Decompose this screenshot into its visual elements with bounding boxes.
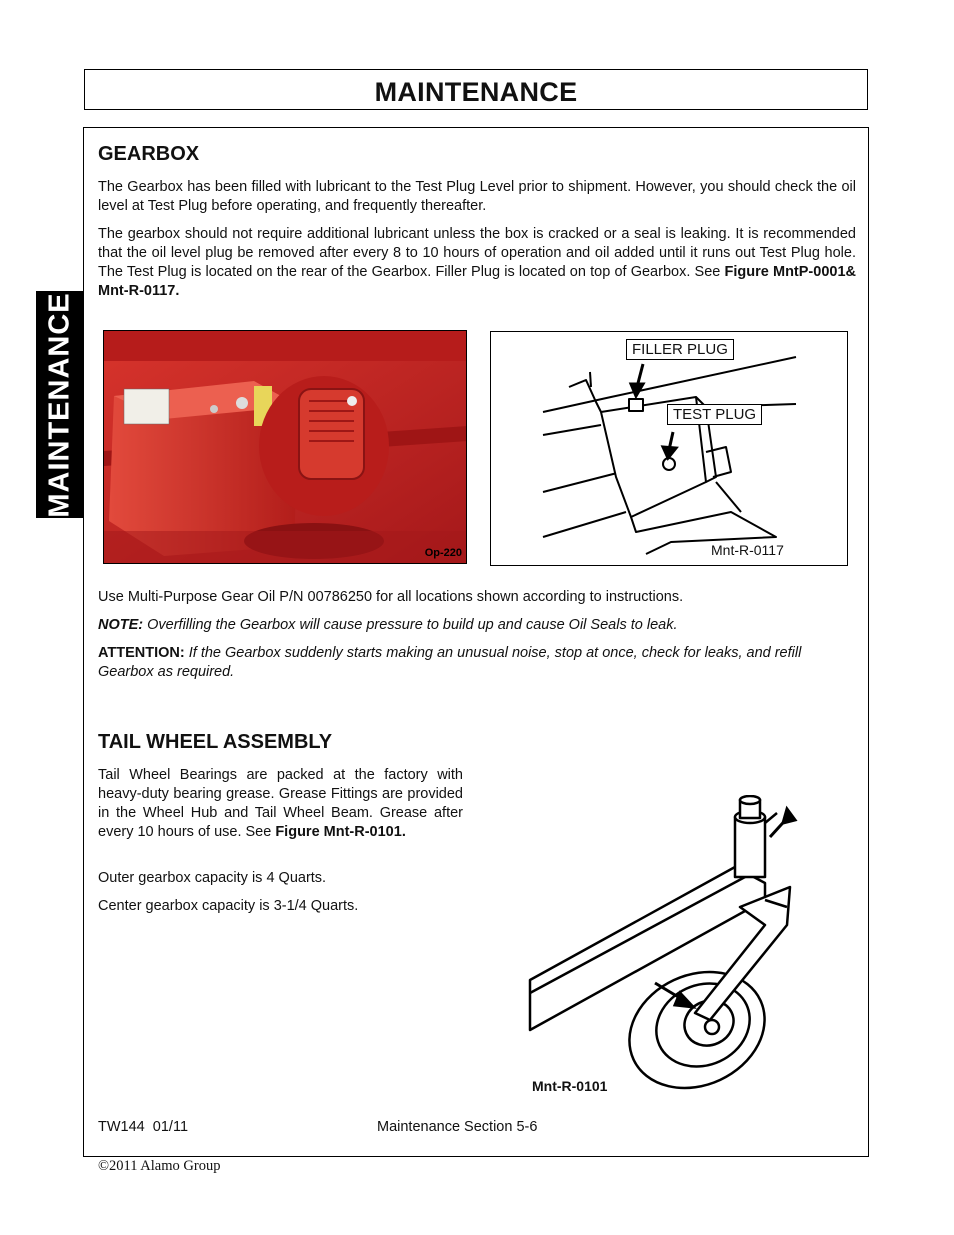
gearbox-diagram bbox=[490, 331, 848, 566]
gearbox-paragraph-1: The Gearbox has been filled with lubricant to the Test Plug Level prior to shipment. However, you should check the oil level at Test Plug before operating, and frequently thereafter. bbox=[98, 179, 856, 214]
oil-note: Use Multi-Purpose Gear Oil P/N 00786250 for all locations shown according to instructions. bbox=[98, 589, 684, 605]
header-box bbox=[84, 69, 868, 110]
side-tab-label: MAINTENANCE bbox=[43, 291, 75, 518]
tail-wheel-drawing bbox=[525, 795, 805, 1100]
note-text: Overfilling the Gearbox will cause pressure to build up and cause Oil Seals to leak. bbox=[143, 617, 678, 633]
tail-wheel-figure-label: Mnt-R-0101 bbox=[532, 1078, 608, 1094]
tail-wheel-heading: TAIL WHEEL ASSEMBLY bbox=[98, 731, 333, 753]
outer-gearbox-capacity: Outer gearbox capacity is 4 Quarts. bbox=[98, 870, 327, 886]
note-prefix: NOTE: bbox=[98, 617, 144, 633]
gearbox-diagram-drawing bbox=[491, 332, 846, 564]
center-gearbox-capacity: Center gearbox capacity is 3-1/4 Quarts. bbox=[98, 898, 359, 914]
gearbox-paragraph-2-text: The gearbox should not require additional lubricant unless the box is cracked or a seal is leaking. It is recommended that the oil level plug be removed after every 8 to 10 hours of operation and oil added until it runs out Test Plug hole. The Test Plug is located on the rear of the Gearbox. Filler Plug is located on top of Gearbox. See bbox=[98, 226, 856, 280]
tail-wheel-paragraph-1-text: Tail Wheel Bearings are packed at the factory with heavy-duty bearing grease. Grease Fittings are provided in the Wheel Hub and Tail Wheel Beam. Grease after every 10 hours of use. See bbox=[98, 767, 463, 840]
page-title: MAINTENANCE bbox=[374, 77, 578, 107]
photo-label: Op-220 bbox=[424, 547, 462, 559]
tail-wheel-figure-ref: Figure Mnt-R-0101. bbox=[275, 824, 406, 840]
gearbox-paragraph-2 bbox=[98, 225, 856, 301]
filler-plug-callout: FILLER PLUG bbox=[626, 339, 734, 360]
side-tab bbox=[36, 291, 83, 518]
attention-text: If the Gearbox suddenly starts making an unusual noise, stop at once, check for leaks, and refill Gearbox as required. bbox=[98, 645, 802, 680]
footer-model-date: TW144 01/11 bbox=[98, 1119, 189, 1135]
attention-prefix: ATTENTION: bbox=[98, 645, 185, 661]
tail-wheel-paragraph-1 bbox=[98, 766, 463, 842]
gearbox-photo bbox=[103, 330, 467, 564]
gearbox-photo-image bbox=[104, 331, 467, 564]
gearbox-figure-ref: Figure MntP-0001& Mnt-R-0117. bbox=[98, 264, 856, 299]
copyright: ©2011 Alamo Group bbox=[98, 1158, 221, 1174]
diagram-figure-label: Mnt-R-0117 bbox=[711, 542, 784, 558]
test-plug-callout: TEST PLUG bbox=[667, 404, 762, 425]
gearbox-heading: GEARBOX bbox=[98, 143, 200, 165]
attention-paragraph bbox=[98, 644, 856, 682]
footer-section: Maintenance Section 5-6 bbox=[377, 1119, 538, 1135]
note-paragraph bbox=[98, 616, 856, 635]
